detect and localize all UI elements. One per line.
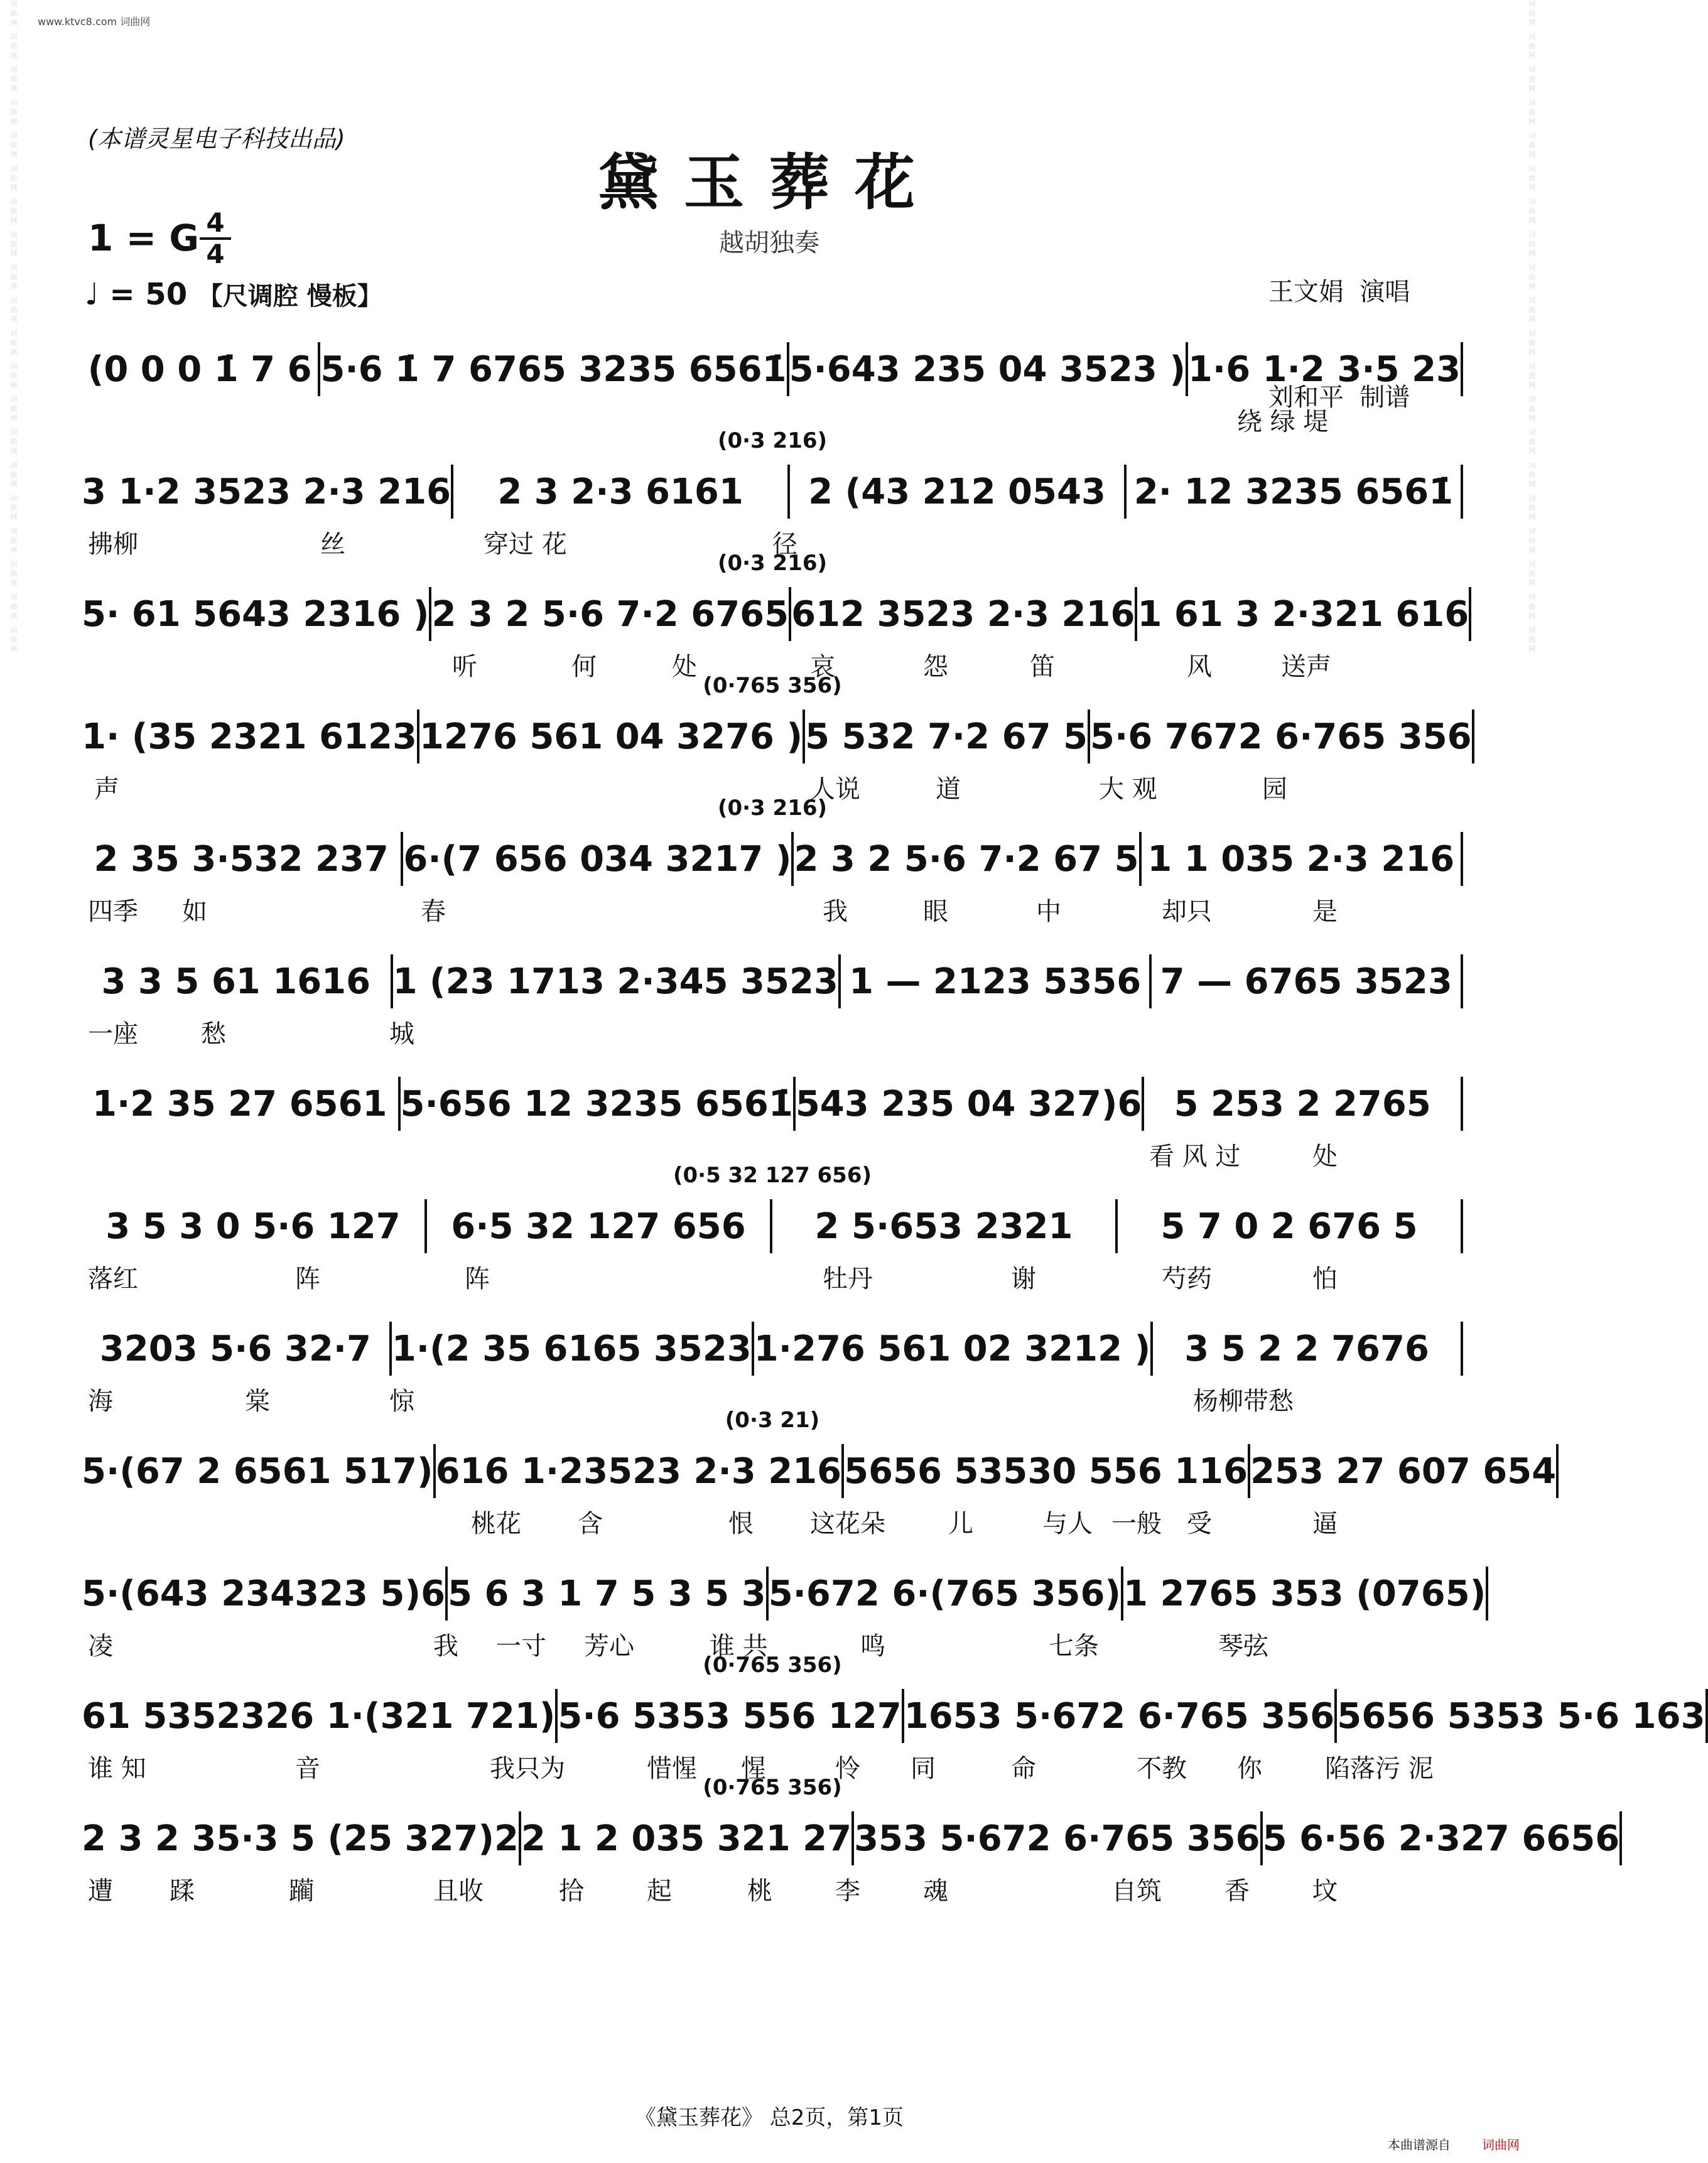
measure: 2 (43 212 0543 bbox=[808, 471, 1106, 512]
source-site: 词曲网 bbox=[1482, 2137, 1520, 2152]
lyric-text: 眼 bbox=[923, 897, 948, 926]
lyric-text: 谁 知 bbox=[88, 1754, 146, 1783]
measure: 5 6 3 1 7 5 3 5 3 bbox=[448, 1573, 766, 1614]
lyric-text: 谁 共 bbox=[710, 1632, 768, 1661]
lyric-text: 芳心 bbox=[584, 1632, 634, 1661]
measure: 2 3 2 5·6 7·2 6765 bbox=[431, 593, 789, 635]
measure: 1·2 35 27 6561 bbox=[92, 1083, 387, 1125]
lyric-text: 遭 bbox=[88, 1877, 113, 1906]
score-system bbox=[82, 1163, 1463, 1309]
lyric-text: 起 bbox=[647, 1877, 672, 1906]
lyric-text: 何 bbox=[571, 652, 597, 681]
credit-arranger: 刘和平 制谱 bbox=[1268, 383, 1410, 412]
notation-row bbox=[82, 709, 1472, 763]
measure: 5·6 5353 556 127 bbox=[558, 1695, 902, 1737]
lyric-text: 笛 bbox=[1030, 652, 1055, 681]
lyric-text: 拾 bbox=[559, 1877, 584, 1906]
measure: 5 7 0 2 676 5 bbox=[1160, 1206, 1418, 1247]
measure: 5·(643 234323 5)6 bbox=[82, 1573, 446, 1614]
lyric-text: 杨柳带愁 bbox=[1193, 1387, 1294, 1416]
bar-line bbox=[1705, 1689, 1708, 1743]
lyric-text: 鸣 bbox=[860, 1632, 885, 1661]
measure: 353 5·672 6·765 356 bbox=[854, 1818, 1260, 1859]
ornament-passage: (0·3 21) bbox=[725, 1408, 820, 1433]
measure: 1 (23 1713 2·345 3523 bbox=[392, 961, 838, 1002]
measure: 253 27 607 654 bbox=[1250, 1450, 1557, 1492]
key-signature: 1 = G bbox=[88, 217, 199, 259]
measure: 5· 61 5643 2316 ) bbox=[82, 593, 430, 635]
bar-line bbox=[1472, 709, 1474, 763]
lyric-text: 阵 bbox=[295, 1265, 320, 1293]
lyric-text: 园 bbox=[1262, 775, 1287, 804]
lyric-text: 且收 bbox=[433, 1877, 484, 1906]
measure: 5 253 2 2765 bbox=[1174, 1083, 1431, 1125]
lyric-text: 处 bbox=[1312, 1142, 1338, 1171]
notation-row bbox=[82, 1322, 1463, 1376]
measure: 2 5·653 2321 bbox=[814, 1206, 1073, 1247]
lyric-text: 我只为 bbox=[490, 1754, 565, 1783]
score-system bbox=[82, 1408, 1557, 1554]
lyric-text: 怜 bbox=[835, 1754, 860, 1783]
lyric-text: 你 bbox=[1237, 1754, 1262, 1783]
measure: 5·6 1̇ 7 6765 3235 6561̇ bbox=[320, 348, 787, 390]
ornament-passage: (0·3 216) bbox=[717, 551, 828, 576]
lyric-text: 惺 bbox=[741, 1754, 766, 1783]
measure: 5 532 7·2 67 5 bbox=[805, 716, 1088, 757]
lyric-text: 怕 bbox=[1312, 1265, 1338, 1293]
measure: 1·(2 35 6165 3523 bbox=[391, 1328, 752, 1369]
lyric-text: 落红 bbox=[88, 1265, 138, 1293]
ornament-passage: (0·3 216) bbox=[717, 796, 828, 821]
lyric-text: 海 bbox=[88, 1387, 113, 1416]
measure: 1 1 035 2·3 216 bbox=[1147, 838, 1455, 880]
lyric-text: 四季 bbox=[88, 897, 138, 926]
page-footer: 《黛玉葬花》 总2页，第1页 bbox=[634, 2105, 904, 2130]
lyric-text: 琴弦 bbox=[1218, 1632, 1268, 1661]
lyric-text: 拂柳 bbox=[88, 530, 138, 559]
lyric-text: 棠 bbox=[245, 1387, 270, 1416]
lyric-text: 音 bbox=[295, 1754, 320, 1783]
edge-watermark-right: 词曲网 词曲网 词曲网 词曲网 词曲网 词曲网 词曲网 词曲网 词曲网 词曲网 词曲网 词曲网 词曲网 词曲网 词曲网 词曲网 词曲网 词曲网 词曲网 词曲网 bbox=[1528, 0, 1536, 655]
score-system bbox=[82, 796, 1463, 942]
measure: 3 5 2 2 7676 bbox=[1184, 1328, 1429, 1369]
measure: 7 — 6765 3523 bbox=[1160, 961, 1452, 1002]
lyric-text: 陷落污 泥 bbox=[1325, 1754, 1434, 1783]
lyric-text: 蹂 bbox=[170, 1877, 195, 1906]
notation-row bbox=[82, 954, 1463, 1008]
measure: 612 3523 2·3 216 bbox=[791, 593, 1135, 635]
bar-line bbox=[1486, 1567, 1488, 1621]
notation-row bbox=[82, 587, 1469, 641]
lyric-text: 大 观 bbox=[1099, 775, 1157, 804]
measure: 5656 53530 556 116 bbox=[844, 1450, 1248, 1492]
lyric-text: 躏 bbox=[289, 1877, 314, 1906]
measure: 5 6·56 2·327 6656 bbox=[1262, 1818, 1620, 1859]
measure: 3 5 3 0 5·6 127 bbox=[105, 1206, 401, 1247]
lyric-text: 与人 bbox=[1042, 1509, 1093, 1538]
tempo-style: 【尺调腔 慢板】 bbox=[197, 282, 382, 311]
lyric-text: 声 bbox=[94, 775, 119, 804]
ornament-passage: (0·765 356) bbox=[703, 1653, 842, 1678]
measure: 5·643 235 04 3523 ) bbox=[789, 348, 1186, 390]
notation-row bbox=[82, 342, 1463, 396]
lyric-text: 七条 bbox=[1049, 1632, 1099, 1661]
measure: 2 3 2·3 6161 bbox=[497, 471, 743, 512]
ornament-passage: (0·3 216) bbox=[717, 428, 828, 453]
measure: 2 3 2 5·6 7·2 67 5 bbox=[794, 838, 1139, 880]
credit-singer: 王文娟 演唱 bbox=[1268, 278, 1410, 306]
lyric-text: 恨 bbox=[728, 1509, 754, 1538]
score-system bbox=[82, 942, 1463, 1064]
bar-line bbox=[1461, 1077, 1463, 1131]
measure: 5656 5353 5·6 163 bbox=[1337, 1695, 1705, 1737]
lyric-text: 香 bbox=[1224, 1877, 1250, 1906]
lyric-text: 含 bbox=[578, 1509, 603, 1538]
lyric-text: 我 bbox=[823, 897, 848, 926]
notation-row bbox=[82, 1199, 1463, 1253]
subtitle: 越胡独奏 bbox=[719, 229, 819, 257]
lyric-text: 人说 bbox=[810, 775, 860, 804]
lyric-text: 处 bbox=[672, 652, 697, 681]
tempo-marking bbox=[85, 276, 382, 312]
lyric-text: 魂 bbox=[923, 1877, 948, 1906]
site-url: www.ktvc8.com 词曲网 bbox=[38, 16, 151, 28]
measure: 6·(7 656 034 3217 ) bbox=[403, 838, 792, 880]
lyric-text: 李 bbox=[835, 1877, 860, 1906]
page-title: 黛玉葬花 bbox=[598, 147, 940, 218]
lyric-text: 穿过 花 bbox=[484, 530, 567, 559]
lyric-text: 命 bbox=[1011, 1754, 1036, 1783]
lyric-text: 不教 bbox=[1137, 1754, 1187, 1783]
lyric-text: 惜惺 bbox=[647, 1754, 697, 1783]
bar-line bbox=[1461, 1199, 1463, 1253]
measure: 543 235 04 327)6 bbox=[795, 1083, 1142, 1125]
measure: 5·6 7672 6·765 356 bbox=[1090, 716, 1472, 757]
lyric-text: 哀 bbox=[810, 652, 835, 681]
lyric-text: 凌 bbox=[88, 1632, 113, 1661]
lyric-text: 怨 bbox=[923, 652, 948, 681]
lyric-text: 道 bbox=[936, 775, 961, 804]
tempo-value: = 50 bbox=[109, 277, 188, 312]
measure: 61 5352326 1·(321 721) bbox=[82, 1695, 556, 1737]
lyric-text: 桃花 bbox=[471, 1509, 521, 1538]
producer-note: (本谱灵星电子科技出品) bbox=[88, 125, 345, 153]
measure: 1276 561 04 3276 ) bbox=[419, 716, 803, 757]
lyric-text: 坟 bbox=[1312, 1877, 1338, 1906]
lyric-text: 中 bbox=[1036, 897, 1061, 926]
bar-line bbox=[1461, 1322, 1463, 1376]
lyric-text: 芍药 bbox=[1162, 1265, 1212, 1293]
measure: 3 3 5 61 1616 bbox=[101, 961, 371, 1002]
measure: 2 3 2 35·3 5 (25 327)2 bbox=[82, 1818, 519, 1859]
lyric-text: 绕 绿 堤 bbox=[1237, 407, 1329, 436]
source-note: 本曲谱源自 bbox=[1388, 2137, 1451, 2152]
measure: 5·656 12 3235 6561̇ bbox=[400, 1083, 793, 1125]
lyric-text: 我 bbox=[433, 1632, 458, 1661]
measure: 2· 12 3235 6561̇ bbox=[1133, 471, 1454, 512]
bar-line bbox=[1469, 587, 1471, 641]
lyric-text: 却只 bbox=[1162, 897, 1212, 926]
lyric-text: 径 bbox=[772, 530, 797, 559]
lyric-text: 儿 bbox=[948, 1509, 973, 1538]
time-signature bbox=[200, 207, 231, 269]
notation-row bbox=[82, 1689, 1705, 1743]
measure: 1 — 2123 5356 bbox=[849, 961, 1142, 1002]
score-system bbox=[82, 1775, 1620, 1921]
bar-line bbox=[1461, 832, 1463, 886]
lyric-text: 自筑 bbox=[1111, 1877, 1162, 1906]
lyric-text: 谢 bbox=[1011, 1265, 1036, 1293]
measure: 616 1·23523 2·3 216 bbox=[435, 1450, 842, 1492]
lyric-text: 一寸 bbox=[496, 1632, 546, 1661]
lyric-text: 这花朵 bbox=[810, 1509, 885, 1538]
lyric-text: 一般 bbox=[1111, 1509, 1162, 1538]
lyric-text: 如 bbox=[182, 897, 207, 926]
measure: 1 61 3 2·321 616 bbox=[1137, 593, 1469, 635]
time-top: 4 bbox=[206, 207, 225, 238]
measure: 6·5 32 127 656 bbox=[451, 1206, 746, 1247]
measure: 1653 5·672 6·765 356 bbox=[904, 1695, 1335, 1737]
lyric-text: 看 风 过 bbox=[1149, 1142, 1241, 1171]
bar-line bbox=[1461, 954, 1463, 1008]
lyric-text: 一座 bbox=[88, 1020, 138, 1049]
lyric-text: 送声 bbox=[1281, 652, 1331, 681]
notation-row bbox=[82, 832, 1463, 886]
bar-line bbox=[1619, 1811, 1622, 1865]
measure: 1·276 561 02 3212 ) bbox=[754, 1328, 1151, 1369]
lyric-text: 丝 bbox=[320, 530, 345, 559]
lyric-text: 阵 bbox=[465, 1265, 490, 1293]
ornament-passage: (0·765 356) bbox=[703, 1775, 842, 1800]
measure: 2 1 2 035 321 27 bbox=[521, 1818, 852, 1859]
ornament-passage: (0·765 356) bbox=[703, 673, 842, 698]
notation-row bbox=[82, 1444, 1557, 1498]
measure: 1 2765 353 (0765) bbox=[1123, 1573, 1486, 1614]
score bbox=[82, 330, 1705, 1921]
measure: 1·6 1·2 3·5 23 bbox=[1187, 348, 1461, 390]
lyric-text: 逼 bbox=[1312, 1509, 1338, 1538]
lyric-text: 听 bbox=[452, 652, 477, 681]
ornament-passage: (0·5 32 127 656) bbox=[673, 1163, 872, 1188]
lyric-text: 风 bbox=[1187, 652, 1212, 681]
lyric-text: 惊 bbox=[389, 1387, 414, 1416]
bar-line bbox=[1461, 465, 1463, 519]
lyric-text: 是 bbox=[1312, 897, 1338, 926]
lyric-text: 春 bbox=[421, 897, 446, 926]
lyric-text: 城 bbox=[389, 1020, 414, 1049]
notation-row bbox=[82, 1811, 1620, 1865]
measure: 3 1·2 3523 2·3 216 bbox=[82, 471, 451, 512]
measure: 3203 5·6 32·7 bbox=[99, 1328, 372, 1369]
measure: 1· (35 2321 6123 bbox=[82, 716, 417, 757]
measure: (0 0 0 1̇ 7 6 bbox=[87, 348, 312, 390]
bar-line bbox=[1556, 1444, 1559, 1498]
lyric-text: 受 bbox=[1187, 1509, 1212, 1538]
time-bottom: 4 bbox=[206, 239, 225, 269]
lyric-text: 牡丹 bbox=[823, 1265, 873, 1293]
measure: 5·(67 2 6561 517) bbox=[82, 1450, 433, 1492]
lyric-text: 愁 bbox=[201, 1020, 226, 1049]
lyric-text: 桃 bbox=[747, 1877, 772, 1906]
quarter-note-icon: ♩ bbox=[85, 277, 99, 312]
notation-row bbox=[82, 1077, 1463, 1131]
bar-line bbox=[1461, 342, 1463, 396]
measure: 2 35 3·532 237 bbox=[94, 838, 389, 880]
notation-row bbox=[82, 465, 1463, 519]
notation-row bbox=[82, 1567, 1486, 1621]
lyric-text: 同 bbox=[911, 1754, 936, 1783]
measure: 5·672 6·(765 356) bbox=[768, 1573, 1122, 1614]
edge-watermark-left: 词曲网 词曲网 词曲网 词曲网 词曲网 词曲网 词曲网 词曲网 词曲网 词曲网 词曲网 词曲网 词曲网 词曲网 词曲网 词曲网 词曲网 词曲网 词曲网 词曲网 bbox=[9, 0, 18, 655]
